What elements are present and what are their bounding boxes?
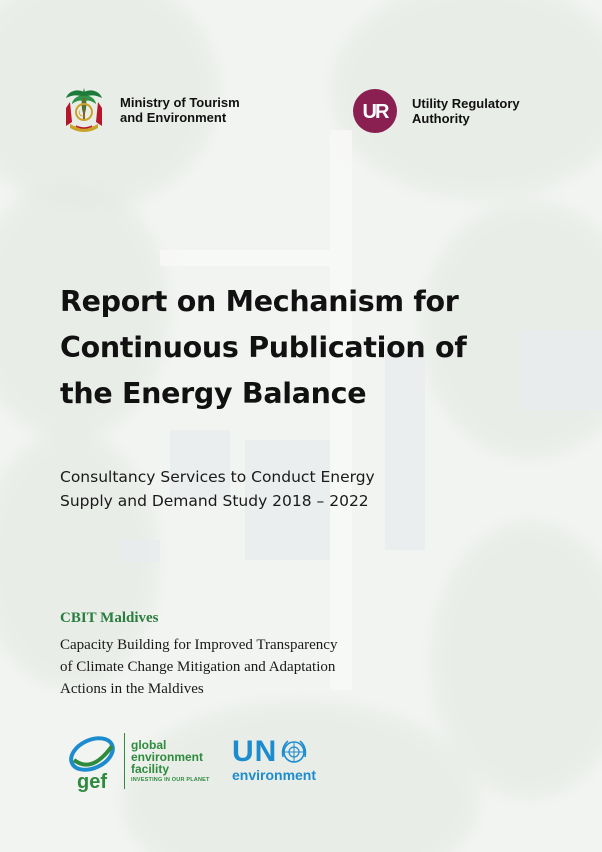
cbit-description-line2: of Climate Change Mitigation and Adaptation <box>60 659 336 675</box>
ministry-name-line2: and Environment <box>120 110 227 125</box>
ura-name-line2: Authority <box>412 111 470 126</box>
ura-name <box>412 96 520 126</box>
un-letters: UN <box>232 735 278 768</box>
ministry-name <box>120 95 240 125</box>
gef-line3: facility <box>131 762 170 776</box>
gef-divider <box>124 733 125 789</box>
ministry-logo-block <box>60 82 240 138</box>
gef-globe-icon <box>66 730 118 792</box>
gef-wordmark <box>131 739 210 783</box>
ura-name-line1: Utility Regulatory <box>412 96 520 111</box>
gef-line2: environment <box>131 750 204 764</box>
ura-logo-icon <box>352 88 398 134</box>
un-wordmark <box>232 735 316 769</box>
ura-logo-block <box>352 88 520 134</box>
report-subtitle <box>60 465 500 513</box>
gef-line1: global <box>131 738 167 752</box>
ura-mark: UR <box>362 101 388 123</box>
un-environment-logo <box>232 735 316 783</box>
cbit-heading: CBIT Maldives <box>60 610 159 626</box>
report-title-line1: Report on Mechanism for <box>60 285 459 318</box>
un-emblem-icon <box>279 737 309 767</box>
cbit-description-line3: Actions in the Maldives <box>60 681 204 697</box>
un-environment-word: environment <box>232 767 317 783</box>
ministry-name-line1: Ministry of Tourism <box>120 95 240 110</box>
report-title-line2: Continuous Publication of <box>60 331 467 364</box>
gef-mark: gef <box>77 771 107 792</box>
gef-logo <box>66 730 210 792</box>
report-title <box>60 279 530 417</box>
cbit-description-line1: Capacity Building for Improved Transparency <box>60 637 338 653</box>
report-title-line3: the Energy Balance <box>60 377 367 410</box>
maldives-emblem-icon <box>60 82 108 138</box>
report-subtitle-line1: Consultancy Services to Conduct Energy <box>60 468 375 486</box>
cbit-description <box>60 634 460 700</box>
gef-tagline: INVESTING IN OUR PLANET <box>131 777 210 783</box>
report-subtitle-line2: Supply and Demand Study 2018 – 2022 <box>60 492 369 510</box>
